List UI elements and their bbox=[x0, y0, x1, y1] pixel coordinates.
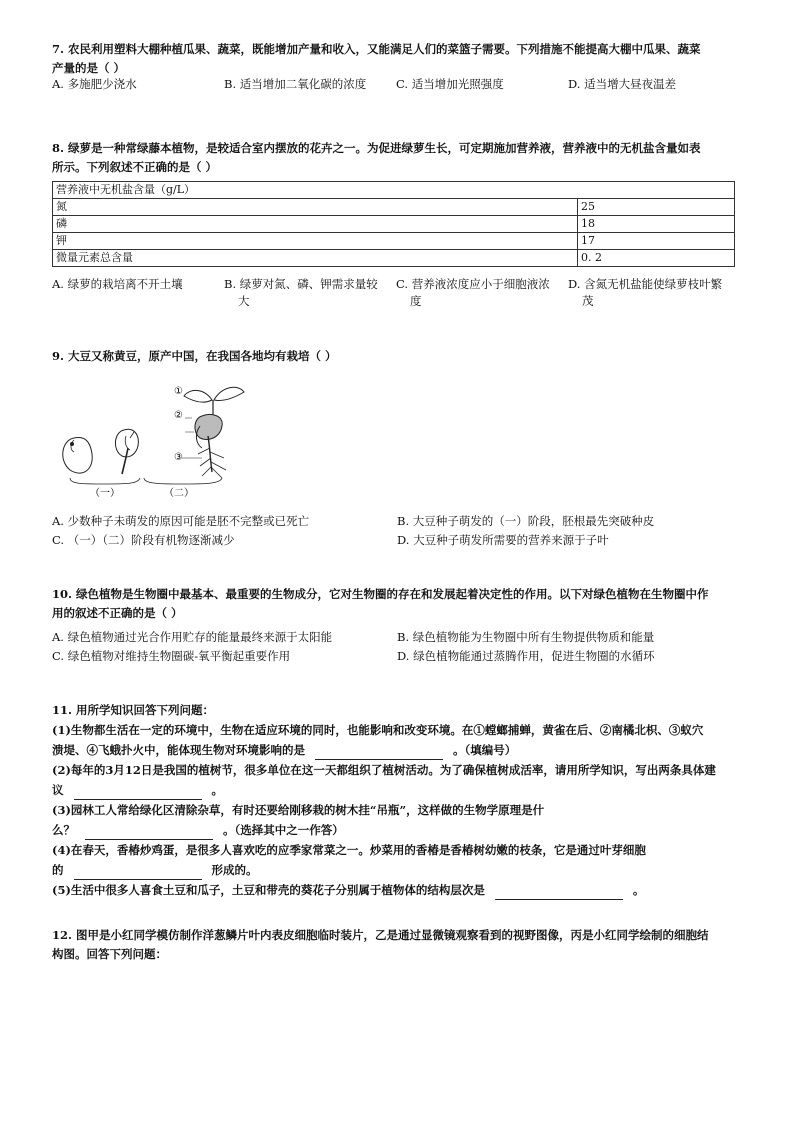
option-text-wrap: 度 bbox=[410, 294, 422, 308]
q11-part2-answer-blank[interactable] bbox=[74, 784, 202, 800]
seedling-illustration bbox=[182, 387, 244, 478]
question-7-option-b[interactable]: B. 适当增加二氧化碳的浓度 bbox=[224, 77, 367, 91]
question-8-stem bbox=[52, 139, 742, 177]
table-cell-value: 18 bbox=[578, 216, 735, 233]
table-row bbox=[53, 233, 735, 250]
q11-part3-answer-blank[interactable] bbox=[85, 824, 213, 840]
q11-part4-line1: (4)在春天，香椿炒鸡蛋，是很多人喜欢吃的应季家常菜之一。炒菜用的香椿是香椿树幼嫩的枝条，它是通过叶芽细胞 bbox=[52, 843, 646, 857]
question-7-option-d[interactable]: D. 适当增大昼夜温差 bbox=[568, 77, 677, 91]
question-9-option-c[interactable]: C. （一）（二）阶段有机物逐渐减少 bbox=[52, 533, 235, 547]
seed-illustration bbox=[63, 438, 92, 474]
question-7-stem-line1: 7. 农民利用塑料大棚种植瓜果、蔬菜，既能增加产量和收入，又能满足人们的菜篮子需要。下列措施不能提高大棚中瓜果、蔬菜 bbox=[52, 42, 701, 56]
question-10-option-b[interactable]: B. 绿色植物能为生物圈中所有生物提供物质和能量 bbox=[397, 630, 655, 644]
q11-part2-line1: (2)每年的3月12日是我国的植树节，很多单位在这一天都组织了植树活动。为了确保植树成活率，请用所学知识，写出两条具体建 bbox=[52, 763, 716, 777]
q11-part5-text: (5)生活中很多人喜食土豆和瓜子，土豆和带壳的葵花子分别属于植物体的结构层次是 bbox=[52, 883, 485, 897]
q11-part4-suffix: 形成的。 bbox=[211, 863, 258, 877]
q11-part5-suffix: 。 bbox=[632, 883, 645, 897]
table-cell-name: 微量元素总含量 bbox=[53, 250, 578, 267]
q11-part4-answer-blank[interactable] bbox=[74, 864, 202, 880]
q11-part1-line2 bbox=[52, 740, 742, 760]
q11-part2-text: 议 bbox=[52, 783, 64, 797]
table-cell-name: 氮 bbox=[53, 199, 578, 216]
question-8-stem-line2: 所示。下列叙述不正确的是（ ） bbox=[52, 160, 218, 174]
table-cell-value: 17 bbox=[578, 233, 735, 250]
question-7-options bbox=[52, 76, 742, 93]
question-12-stem bbox=[52, 926, 742, 964]
q11-part1-line1: (1)生物都生活在一定的环境中，生物在适应环境的同时，也能影响和改变环境。在①螳螂捕蝉，黄雀在后、②南橘北枳、③蚁穴 bbox=[52, 723, 704, 737]
stage-2-label: （二） bbox=[164, 488, 194, 498]
table-row bbox=[53, 216, 735, 233]
stage-1-label: （一） bbox=[90, 488, 120, 498]
question-12-stem-line2: 构图。回答下列问题： bbox=[52, 947, 167, 961]
question-7-stem-line2: 产量的是（ ） bbox=[52, 61, 126, 75]
diagram-markers bbox=[174, 386, 183, 463]
question-8-option-a[interactable] bbox=[52, 276, 224, 310]
table-row bbox=[53, 250, 735, 267]
question-7-option-a[interactable]: A. 多施肥少浇水 bbox=[52, 77, 137, 91]
option-text-wrap: 大 bbox=[238, 294, 250, 308]
q11-part3-suffix: 。（选择其中之一作答） bbox=[223, 823, 344, 837]
germinating-seed-illustration bbox=[115, 429, 138, 474]
bean-germination-diagram bbox=[52, 378, 282, 498]
question-12-stem-line1: 12. 图甲是小红同学模仿制作洋葱鳞片叶内表皮细胞临时装片，乙是通过显微镜观察看到的视野图像，丙是小红同学绘制的细胞结 bbox=[52, 928, 709, 942]
q11-part3-text: 么？ bbox=[52, 823, 75, 837]
q11-part3-line1: (3)园林工人常给绿化区清除杂草，有时还要给刚移栽的树木挂“吊瓶”，这样做的生物学原理是什 bbox=[52, 803, 545, 817]
question-10-option-a[interactable]: A. 绿色植物通过光合作用贮存的能量最终来源于太阳能 bbox=[52, 630, 333, 644]
question-7-option-c[interactable]: C. 适当增加光照强度 bbox=[396, 77, 504, 91]
question-10-option-d[interactable]: D. 绿色植物能通过蒸腾作用，促进生物圈的水循环 bbox=[397, 649, 655, 663]
table-cell-value: 0. 2 bbox=[578, 250, 735, 267]
question-8-options bbox=[52, 276, 742, 310]
marker-1: ① bbox=[174, 386, 183, 397]
option-text: B. 绿萝对氮、磷、钾需求量较 bbox=[224, 277, 378, 291]
question-8-option-d[interactable] bbox=[568, 276, 740, 310]
option-text: D. 含氮无机盐能使绿萝枝叶繁 bbox=[568, 277, 723, 291]
q11-part4-line2 bbox=[52, 860, 742, 880]
question-8-stem-line1: 8. 绿萝是一种常绿藤本植物，是较适合室内摆放的花卉之一。为促进绿萝生长，可定期施加营养液，营养液中的无机盐含量如表 bbox=[52, 141, 701, 155]
question-9-stem: 9. 大豆又称黄豆，原产中国，在我国各地均有栽培（ ） bbox=[52, 349, 337, 363]
question-7-stem bbox=[52, 40, 742, 78]
stage-2-brace bbox=[144, 478, 222, 484]
table-cell-value: 25 bbox=[578, 199, 735, 216]
table-cell-name: 钾 bbox=[53, 233, 578, 250]
option-text: C. 营养液浓度应小于细胞液浓 bbox=[396, 277, 550, 291]
table-header-row bbox=[53, 182, 735, 199]
marker-3: ③ bbox=[174, 452, 183, 463]
marker-2: ② bbox=[174, 410, 183, 421]
q11-part1-answer-blank[interactable] bbox=[315, 744, 443, 760]
question-9-option-a[interactable]: A. 少数种子未萌发的原因可能是胚不完整或已死亡 bbox=[52, 514, 310, 528]
table-header: 营养液中无机盐含量（g/L） bbox=[53, 182, 735, 199]
stage-1-brace bbox=[70, 478, 140, 484]
q11-part5-line bbox=[52, 880, 742, 900]
question-9-option-d[interactable]: D. 大豆种子萌发所需要的营养来源于子叶 bbox=[397, 533, 609, 547]
question-10-options bbox=[52, 629, 742, 665]
question-10-stem bbox=[52, 585, 742, 623]
question-9-options bbox=[52, 513, 742, 549]
question-11-stem: 11. 用所学知识回答下列问题： bbox=[52, 703, 215, 717]
question-9-option-b[interactable]: B. 大豆种子萌发的（一）阶段，胚根最先突破种皮 bbox=[397, 514, 655, 528]
q11-part1-suffix: 。（填编号） bbox=[453, 743, 517, 757]
question-8-option-b[interactable] bbox=[224, 276, 396, 310]
table-cell-name: 磷 bbox=[53, 216, 578, 233]
question-10-stem-line1: 10. 绿色植物是生物圈中最基本、最重要的生物成分，它对生物圈的存在和发展起着决定性的作用。以下对绿色植物在生物圈中作 bbox=[52, 587, 709, 601]
question-10-stem-line2: 用的叙述不正确的是（ ） bbox=[52, 606, 183, 620]
option-text: A. 绿萝的栽培离不开土壤 bbox=[52, 277, 183, 291]
q11-part2-suffix: 。 bbox=[211, 783, 224, 797]
q11-part4-text: 的 bbox=[52, 863, 64, 877]
nutrient-table bbox=[52, 181, 735, 267]
q11-part1-text: 溃堤、④飞蛾扑火中，能体现生物对环境影响的是 bbox=[52, 743, 305, 757]
question-8-option-c[interactable] bbox=[396, 276, 568, 310]
option-text-wrap: 茂 bbox=[582, 294, 594, 308]
table-row bbox=[53, 199, 735, 216]
q11-part5-answer-blank[interactable] bbox=[495, 884, 623, 900]
q11-part2-line2 bbox=[52, 780, 742, 800]
question-10-option-c[interactable]: C. 绿色植物对维持生物圈碳-氧平衡起重要作用 bbox=[52, 649, 291, 663]
q11-part3-line2 bbox=[52, 820, 742, 840]
question-11 bbox=[52, 700, 742, 900]
